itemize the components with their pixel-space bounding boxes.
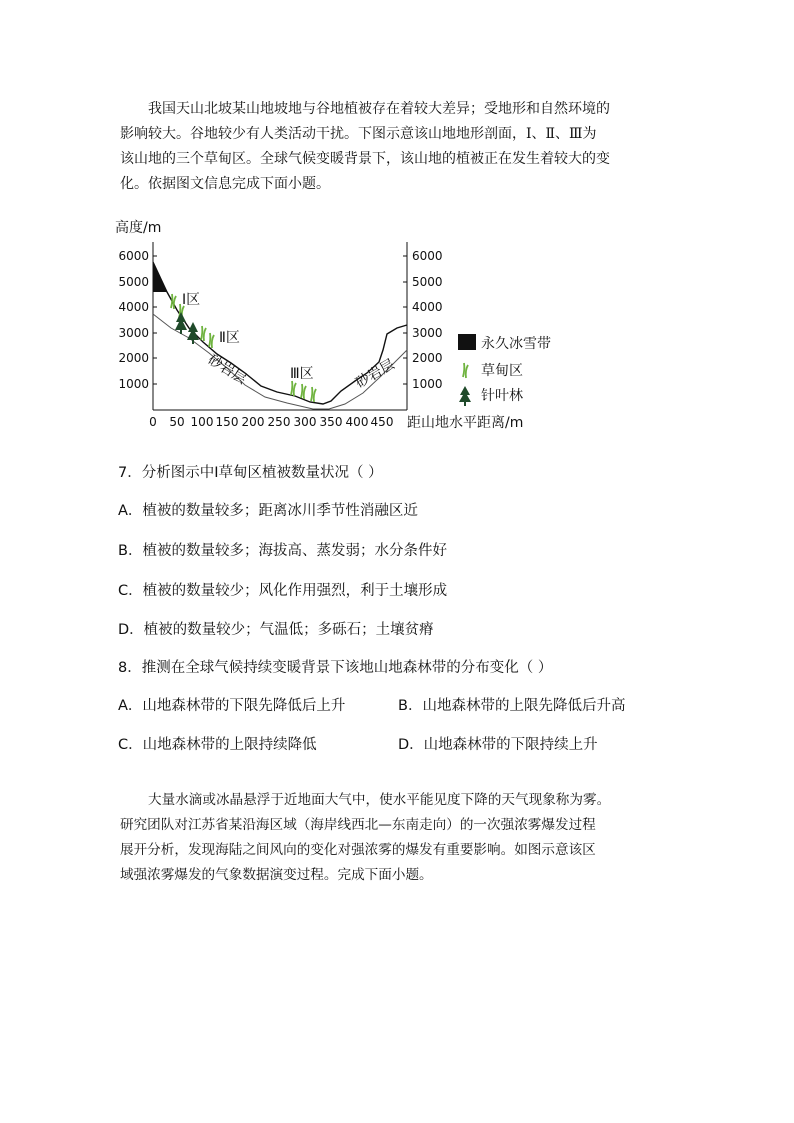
passage-line: 域强浓雾爆发的气象数据演变过程。完成下面小题。 — [120, 867, 433, 883]
passage-line: 化。依据图文信息完成下面小题。 — [120, 176, 330, 192]
q7-option-b[interactable]: B．植被的数量较多；海拔高、蒸发弱；水分条件好 — [118, 543, 447, 559]
sandstone-label-right: 砂岩层 — [353, 356, 398, 392]
q8-option-a[interactable]: A．山地森林带的下限先降低后上升 — [118, 698, 346, 714]
q8-option-b[interactable]: B．山地森林带的上限先降低后升高 — [398, 698, 626, 714]
passage-line: 研究团队对江苏省某沿海区域（海岸线西北—东南走向）的一次强浓雾爆发过程 — [120, 817, 596, 833]
x-tick-label: 300 — [293, 415, 317, 429]
conifer-icon — [459, 386, 471, 406]
y-tick-label-right: 3000 — [412, 326, 443, 340]
y-axis-title: 高度/m — [115, 220, 162, 236]
x-tick-label: 200 — [241, 415, 265, 429]
legend-label: 针叶林 — [481, 388, 523, 404]
question-7-stem: 7．分析图示中Ⅰ草甸区植被数量状况（ ） — [118, 465, 383, 481]
intro-passage-2 — [120, 788, 680, 888]
zone-label-2: Ⅱ区 — [219, 330, 240, 346]
x-axis-title: 距山地水平距离/m — [407, 415, 524, 431]
y-tick-label-right: 5000 — [412, 275, 443, 289]
q7-option-a[interactable]: A．植被的数量较多；距离冰川季节性消融区近 — [118, 503, 418, 519]
y-tick-label: 2000 — [118, 351, 149, 365]
passage-line: 影响较大。谷地较少有人类活动干扰。下图示意该山地地形剖面，Ⅰ、Ⅱ、Ⅲ为 — [120, 126, 597, 142]
question-8-stem: 8．推测在全球气候持续变暖背景下该地山地森林带的分布变化（ ） — [118, 660, 553, 676]
q8-option-d[interactable]: D．山地森林带的下限持续上升 — [398, 737, 598, 753]
y-tick-label: 5000 — [118, 275, 149, 289]
y-tick-label-right: 6000 — [412, 249, 443, 263]
passage-line: 我国天山北坡某山地坡地与谷地植被存在着较大差异；受地形和自然环境的 — [148, 101, 610, 117]
y-tick-label-right: 1000 — [412, 377, 443, 391]
x-tick-label: 150 — [215, 415, 239, 429]
sandstone-label-left: 砂岩层 — [204, 351, 249, 388]
zone-label-1: Ⅰ区 — [182, 292, 201, 308]
x-tick-label: 450 — [370, 415, 394, 429]
x-tick-label: 50 — [169, 415, 185, 429]
meadow-zone-3-grass — [291, 381, 316, 402]
y-tick-label: 1000 — [118, 377, 149, 391]
passage-line: 大量水滴或冰晶悬浮于近地面大气中，使水平能见度下降的天气现象称为雾。 — [148, 792, 611, 808]
meadow-zone-2-grass — [201, 326, 214, 348]
y-tick-label: 6000 — [118, 249, 149, 263]
zone-label-3: Ⅲ区 — [290, 366, 314, 382]
q7-option-d[interactable]: D．植被的数量较少；气温低；多砾石；土壤贫瘠 — [118, 622, 434, 638]
intro-passage-1 — [120, 97, 680, 197]
passage-line: 展开分析，发现海陆之间风向的变化对强浓雾的爆发有重要影响。如图示意该区 — [120, 842, 596, 858]
x-tick-label: 100 — [190, 415, 214, 429]
permanent-snow-icon — [458, 334, 476, 350]
passage-line: 该山地的三个草甸区。全球气候变暖背景下，该山地的植被正在发生着较大的变 — [120, 151, 610, 167]
y-tick-label-right: 4000 — [412, 300, 443, 314]
y-tick-label: 3000 — [118, 326, 149, 340]
x-tick-label: 350 — [319, 415, 343, 429]
terrain-profile-figure — [115, 210, 575, 435]
conifer-trees — [175, 312, 199, 344]
meadow-icon — [463, 363, 468, 378]
x-tick-label: 400 — [345, 415, 369, 429]
y-tick-label-right: 2000 — [412, 351, 443, 365]
q8-option-c[interactable]: C．山地森林带的上限持续降低 — [118, 737, 317, 753]
x-tick-label: 0 — [149, 415, 157, 429]
q7-option-c[interactable]: C．植被的数量较少；风化作用强烈，利于土壤形成 — [118, 583, 448, 599]
legend-label: 永久冰雪带 — [481, 336, 551, 352]
legend-label: 草甸区 — [481, 363, 523, 379]
legend — [458, 334, 551, 406]
y-tick-label: 4000 — [118, 300, 149, 314]
x-tick-label: 250 — [267, 415, 291, 429]
